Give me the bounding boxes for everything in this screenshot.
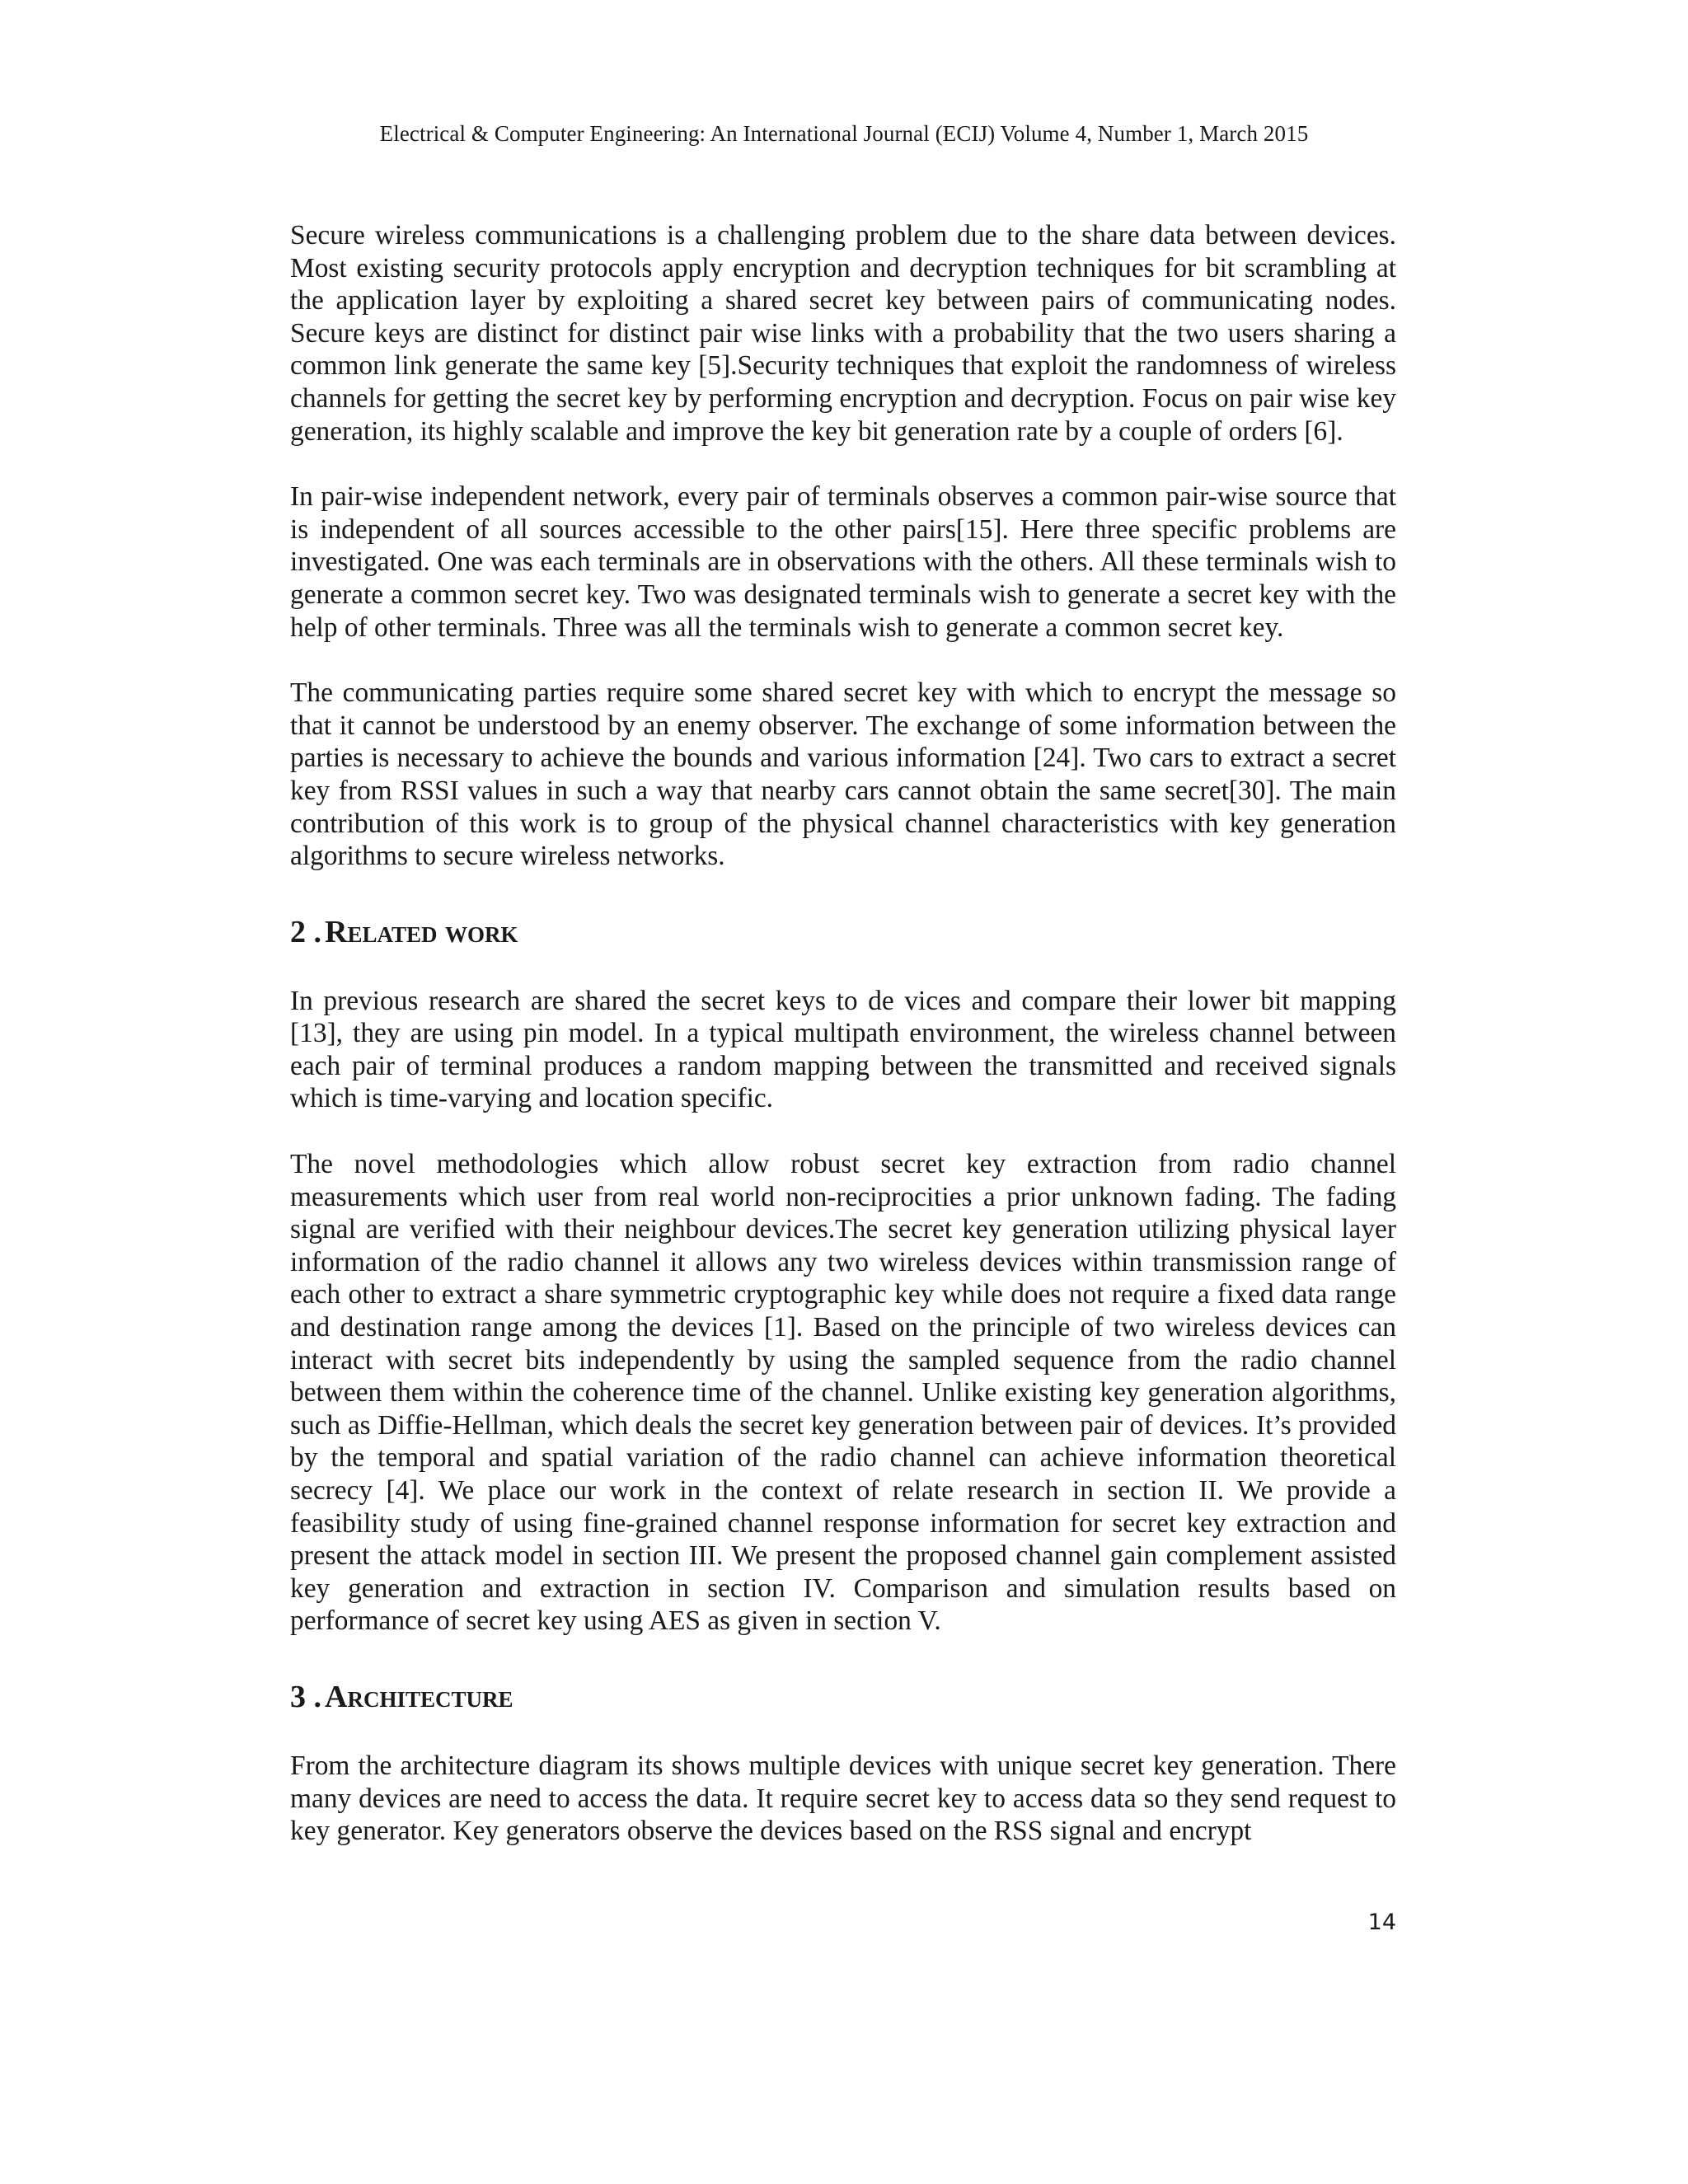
intro-paragraph-2: In pair-wise independent network, every pair of terminals observes a common pair-wise source that is independent of all sources accessible to the other pairs[15]. Here three specific problems are investigated. One was each terminals are in observations with the others. All these terminals wish to generate a common secret key. Two was designated terminals wish to generate a secret key with the help of other terminals. Three was all the terminals wish to generate a common secret key. [290,481,1396,643]
intro-paragraph-1: Secure wireless communications is a challenging problem due to the share data between devices. Most existing security protocols apply encryption and decryption techniques for bit scrambling at the application layer by exploiting a shared secret key between pairs of communicating nodes. Secure keys are distinct for distinct pair wise links with a probability that the two users sharing a common link generate the same key [5].Security techniques that exploit the randomness of wireless channels for getting the secret key by performing encryption and decryption. Focus on pair wise key generation, its highly scalable and improve the key bit generation rate by a couple of orders [6]. [290,220,1396,447]
section-3-number: 3 . [290,1679,321,1714]
body-text [290,219,1396,1881]
section-2-number: 2 . [290,914,321,949]
intro-paragraph-3: The communicating parties require some shared secret key with which to encrypt the message so that it cannot be understood by an enemy observer. The exchange of some information between the parties is necessary to achieve the bounds and various information [24]. Two cars to extract a secret key from RSSI values in such a way that nearby cars cannot obtain the same secret[30]. The main contribution of this work is to group of the physical channel characteristics with key generation algorithms to secure wireless networks. [290,677,1396,872]
section-2-paragraph-2: The novel methodologies which allow robust secret key extraction from radio channel measurements which user from real world non-reciprocities a prior unknown fading. The fading signal are verified with their neighbour devices.The secret key generation utilizing physical layer information of the radio channel it allows any two wireless devices within transmission range of each other to extract a share symmetric cryptographic key while does not require a fixed data range and destination range among the devices [1]. Based on the principle of two wireless devices can interact with secret bits independently by using the sampled sequence from the radio channel between them within the coherence time of the channel. Unlike existing key generation algorithms, such as Diffie-Hellman, which deals the secret key generation between pair of devices. It’s provided by the temporal and spatial variation of the radio channel can achieve information theoretical secrecy [4]. We place our work in the context of relate research in section II. We provide a feasibility study of using fine-grained channel response information for secret key extraction and present the attack model in section III. We present the proposed channel gain complement assisted key generation and extraction in section IV. Comparison and simulation results based on performance of secret key using AES as given in section V. [290,1149,1396,1637]
running-header: Electrical & Computer Engineering: An International Journal (ECIJ) Volume 4, Number 1, March 2015 [379,121,1309,146]
section-3-title: Architecture [325,1679,513,1714]
section-2-title: Related work [325,914,518,949]
section-3-heading [290,1679,1396,1715]
section-2-paragraph-1: In previous research are shared the secret keys to de vices and compare their lower bit mapping [13], they are using pin model. In a typical multipath environment, the wireless channel between each pair of terminal produces a random mapping between the transmitted and received signals which is time-varying and location specific. [290,985,1396,1114]
section-2-heading [290,914,1396,950]
section-3-paragraph-1: From the architecture diagram its shows multiple devices with unique secret key generation. There many devices are need to access the data. It require secret key to access data so they send request to key generator. Key generators observe the devices based on the RSS signal and encrypt [290,1750,1396,1847]
page-number: 14 [1367,1910,1396,1935]
